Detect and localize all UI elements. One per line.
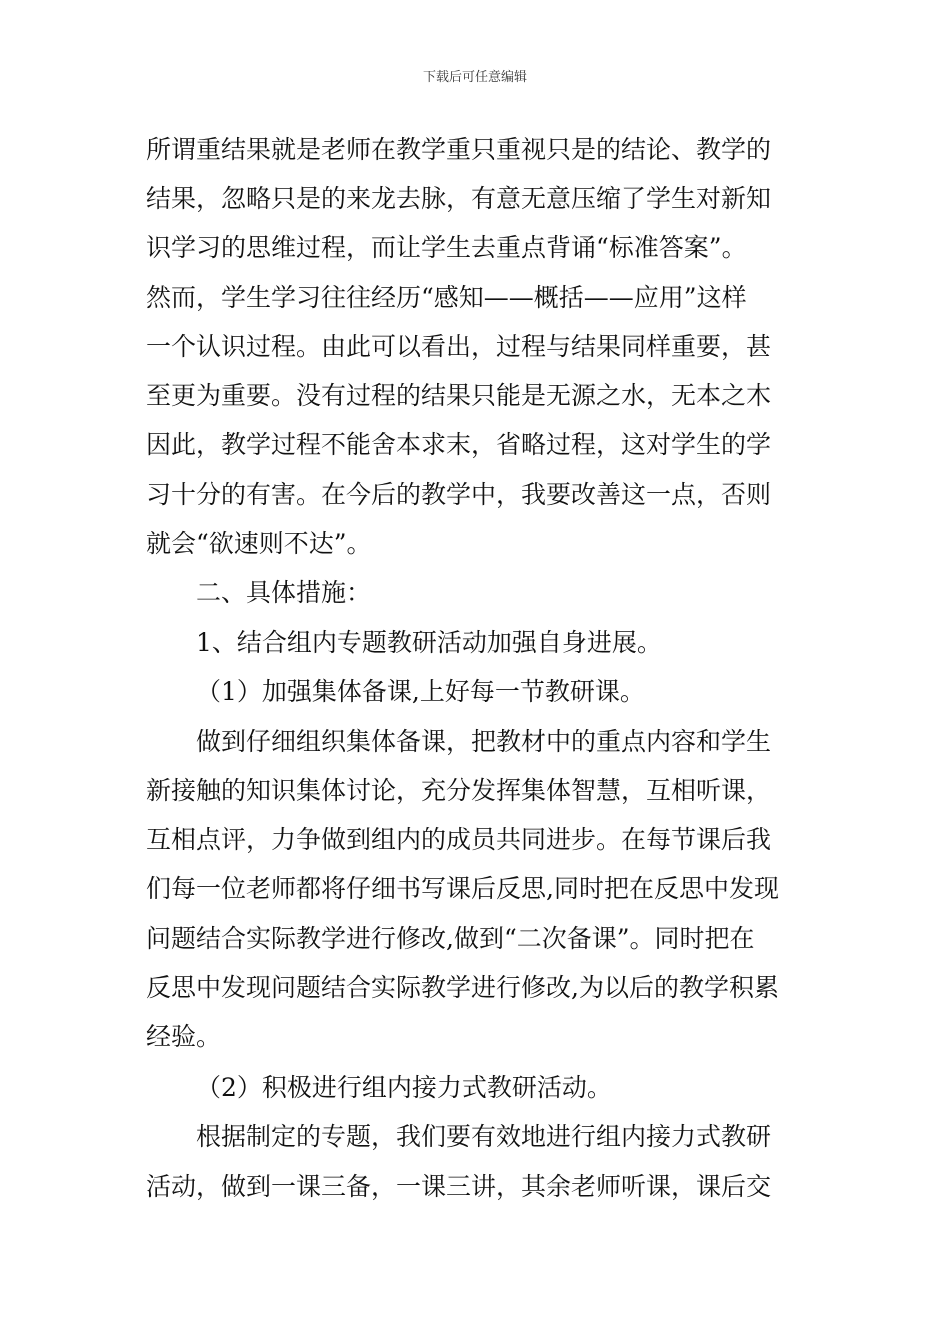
- subsection-heading: 1、结合组内专题教研活动加强自身进展。: [196, 628, 662, 657]
- text-line: 做到仔细组织集体备课，把教材中的重点内容和学生: [196, 727, 772, 756]
- page-header-note: 下载后可任意编辑: [422, 70, 527, 85]
- text-line: 新接触的知识集体讨论，充分发挥集体智慧，互相听课，: [146, 776, 772, 805]
- text-line: 就会“欲速则不达”。: [146, 529, 372, 558]
- text-line: 根据制定的专题，我们要有效地进行组内接力式教研: [196, 1122, 772, 1151]
- text-line: 至更为重要。没有过程的结果只能是无源之水，无本之木: [146, 381, 772, 410]
- text-line: 互相点评，力争做到组内的成员共同进步。在每节课后我: [146, 825, 772, 854]
- text-line: 识学习的思维过程，而让学生去重点背诵“标准答案”。: [146, 233, 747, 262]
- text-line: 反思中发现问题结合实际教学进行修改,为以后的教学积累: [146, 973, 779, 1002]
- text-line: 一个认识过程。由此可以看出，过程与结果同样重要，甚: [146, 332, 772, 361]
- text-line: 结果，忽略只是的来龙去脉，有意无意压缩了学生对新知: [146, 184, 772, 213]
- text-line: 因此，教学过程不能舍本求末，省略过程，这对学生的学: [146, 430, 772, 459]
- text-line: 然而，学生学习往往经历“感知——概括——应用”这样: [146, 283, 747, 312]
- text-line: 经验。: [146, 1022, 222, 1051]
- section-heading: 二、具体措施：: [196, 578, 372, 607]
- text-line: 们每一位老师都将仔细书写课后反思,同时把在反思中发现: [146, 874, 779, 903]
- text-line: 所谓重结果就是老师在教学重只重视只是的结论、教学的: [146, 135, 772, 164]
- text-line: 问题结合实际教学进行修改,做到“二次备课”。同时把在: [146, 924, 755, 953]
- item-heading: （2）积极进行组内接力式教研活动。: [196, 1073, 612, 1102]
- text-line: 活动，做到一课三备，一课三讲，其余老师听课，课后交: [146, 1172, 772, 1201]
- text-line: 习十分的有害。在今后的教学中，我要改善这一点，否则: [146, 480, 772, 509]
- item-heading: （1）加强集体备课,上好每一节教研课。: [196, 677, 645, 706]
